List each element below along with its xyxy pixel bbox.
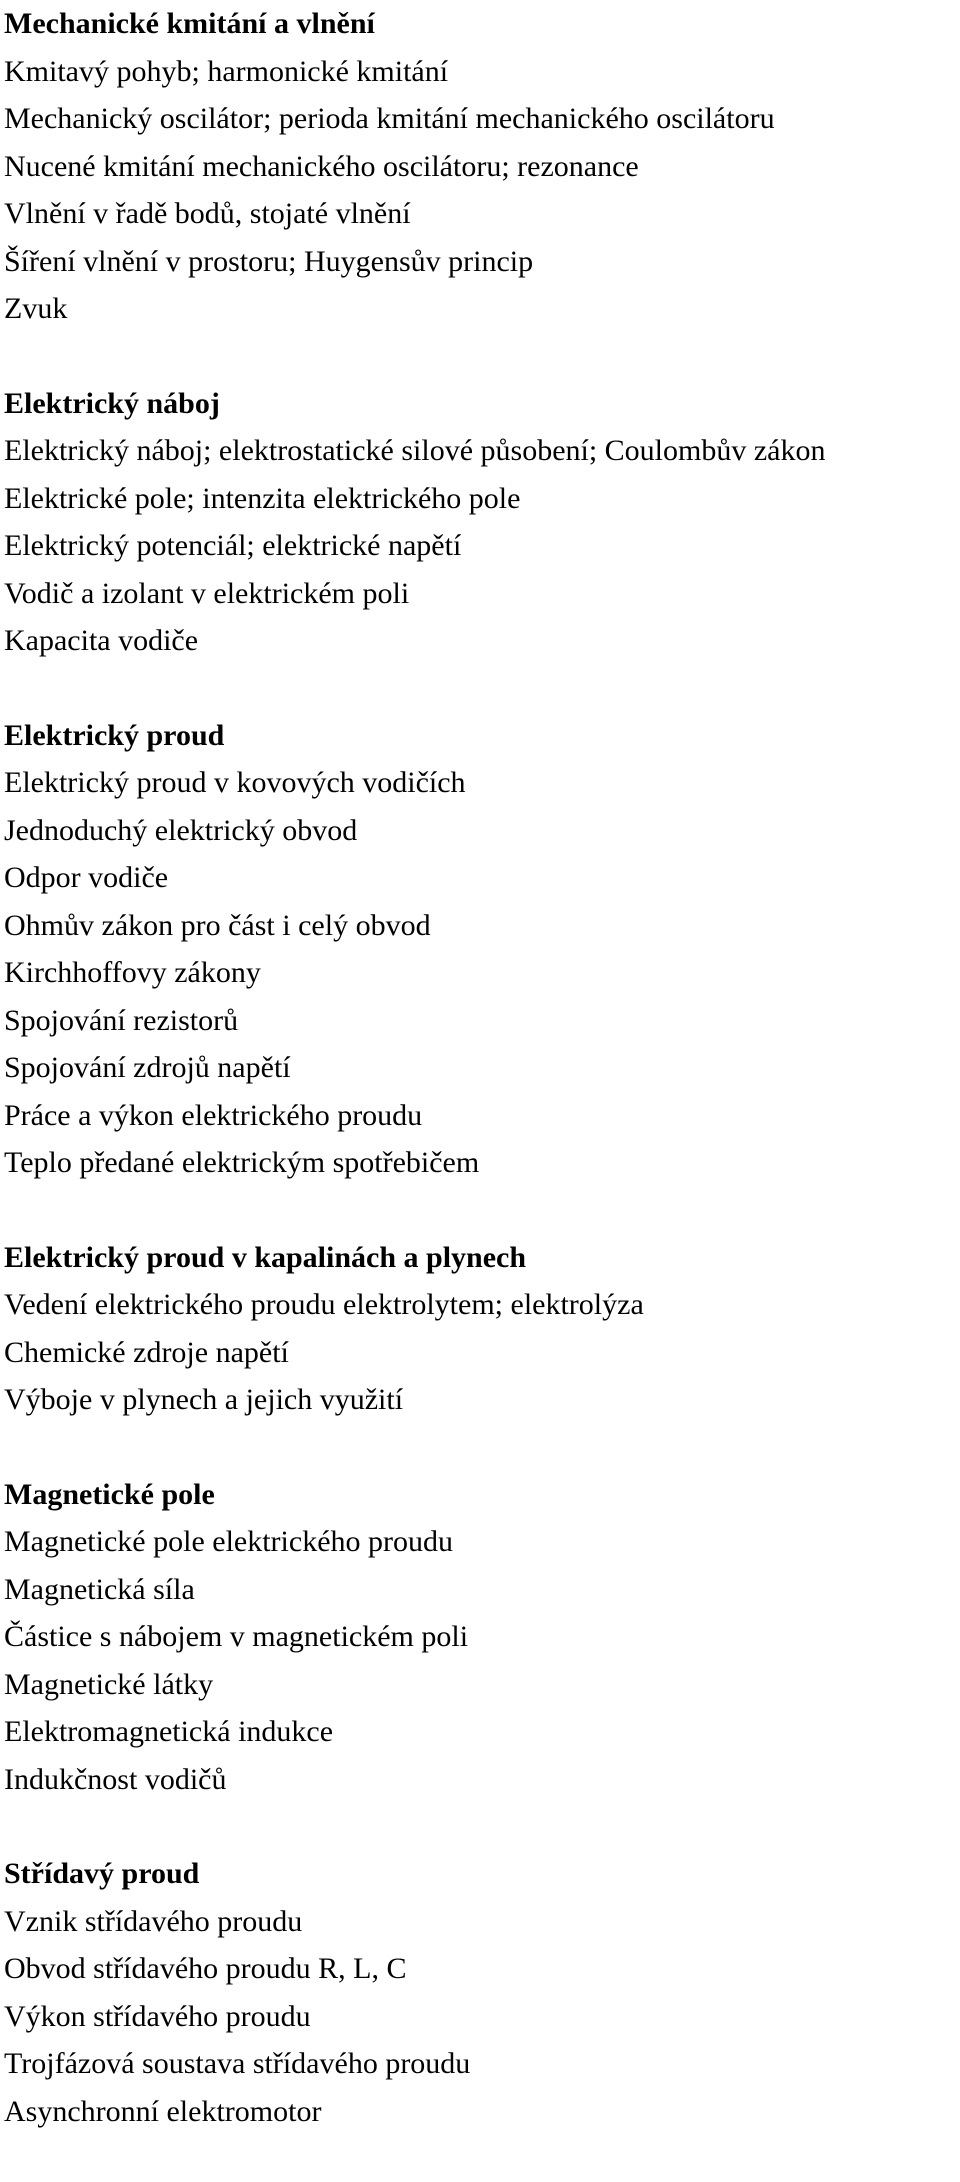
list-item: Elektrický náboj; elektrostatické silové působení; Coulombův zákon [4, 434, 826, 467]
section-proud-kapaliny-plyny [4, 1234, 954, 1424]
list-item: Práce a výkon elektrického proudu [4, 1098, 423, 1132]
list-item: Magnetická síla [4, 1572, 195, 1606]
list-item: Šíření vlnění v prostoru; Huygensův princip [4, 244, 534, 278]
document [4, 0, 954, 2182]
list-item: Částice s nábojem v magnetickém poli [4, 1620, 469, 1653]
list-item: Kmitavý pohyb; harmonické kmitání [4, 54, 449, 88]
list-item: Elektrický proud v kovových vodičích [4, 766, 466, 799]
section-heading: Elektrický proud v kapalinách a plynech [4, 1240, 527, 1274]
list-item: Magnetické pole elektrického proudu [4, 1525, 454, 1558]
list-item: Vedení elektrického proudu elektrolytem; elektrolýza [4, 1288, 644, 1321]
section-heading: Mechanické kmitání a vlnění [4, 7, 375, 40]
list-item: Indukčnost vodičů [4, 1762, 227, 1796]
list-item: Odpor vodiče [4, 861, 169, 894]
list-item: Jednoduchý elektrický obvod [4, 813, 358, 847]
list-item: Výboje v plynech a jejich využití [4, 1383, 404, 1416]
section-elektricky-naboj [4, 380, 954, 665]
section-heading: Magnetické pole [4, 1477, 215, 1511]
list-item: Výkon střídavého proudu [4, 1999, 311, 2033]
list-item: Chemické zdroje napětí [4, 1335, 289, 1369]
list-item: Vlnění v řadě bodů, stojaté vlnění [4, 197, 411, 230]
section-elektricky-proud [4, 712, 954, 1187]
list-item: Elektrický potenciál; elektrické napětí [4, 529, 462, 562]
section-mechanicke-kmitani [4, 0, 954, 333]
section-heading: Elektrický náboj [4, 386, 220, 420]
list-item: Teplo předané elektrickým spotřebičem [4, 1146, 480, 1179]
list-item: Mechanický oscilátor; perioda kmitání mechanického oscilátoru [4, 102, 775, 135]
list-item: Vznik střídavého proudu [4, 1904, 303, 1938]
list-item: Kapacita vodiče [4, 624, 199, 657]
list-item: Zvuk [4, 292, 68, 325]
list-item: Ohmův zákon pro část i celý obvod [4, 908, 431, 942]
list-item: Trojfázová soustava střídavého proudu [4, 2047, 471, 2080]
section-heading: Elektrický proud [4, 718, 225, 752]
list-item: Kirchhoffovy zákony [4, 956, 261, 989]
section-stridavy-proud [4, 1850, 954, 2135]
section-magneticke-pole [4, 1471, 954, 1804]
list-item: Elektrické pole; intenzita elektrického pole [4, 481, 521, 515]
list-item: Elektromagnetická indukce [4, 1715, 334, 1748]
list-item: Nucené kmitání mechanického oscilátoru; rezonance [4, 149, 639, 183]
list-item: Spojování zdrojů napětí [4, 1051, 291, 1084]
list-item: Obvod střídavého proudu R, L, C [4, 1952, 407, 1985]
section-heading: Střídavý proud [4, 1857, 200, 1890]
list-item: Vodič a izolant v elektrickém poli [4, 576, 410, 610]
list-item: Spojování rezistorů [4, 1003, 239, 1037]
list-item: Magnetické látky [4, 1667, 214, 1701]
list-item: Asynchronní elektromotor [4, 2094, 322, 2128]
